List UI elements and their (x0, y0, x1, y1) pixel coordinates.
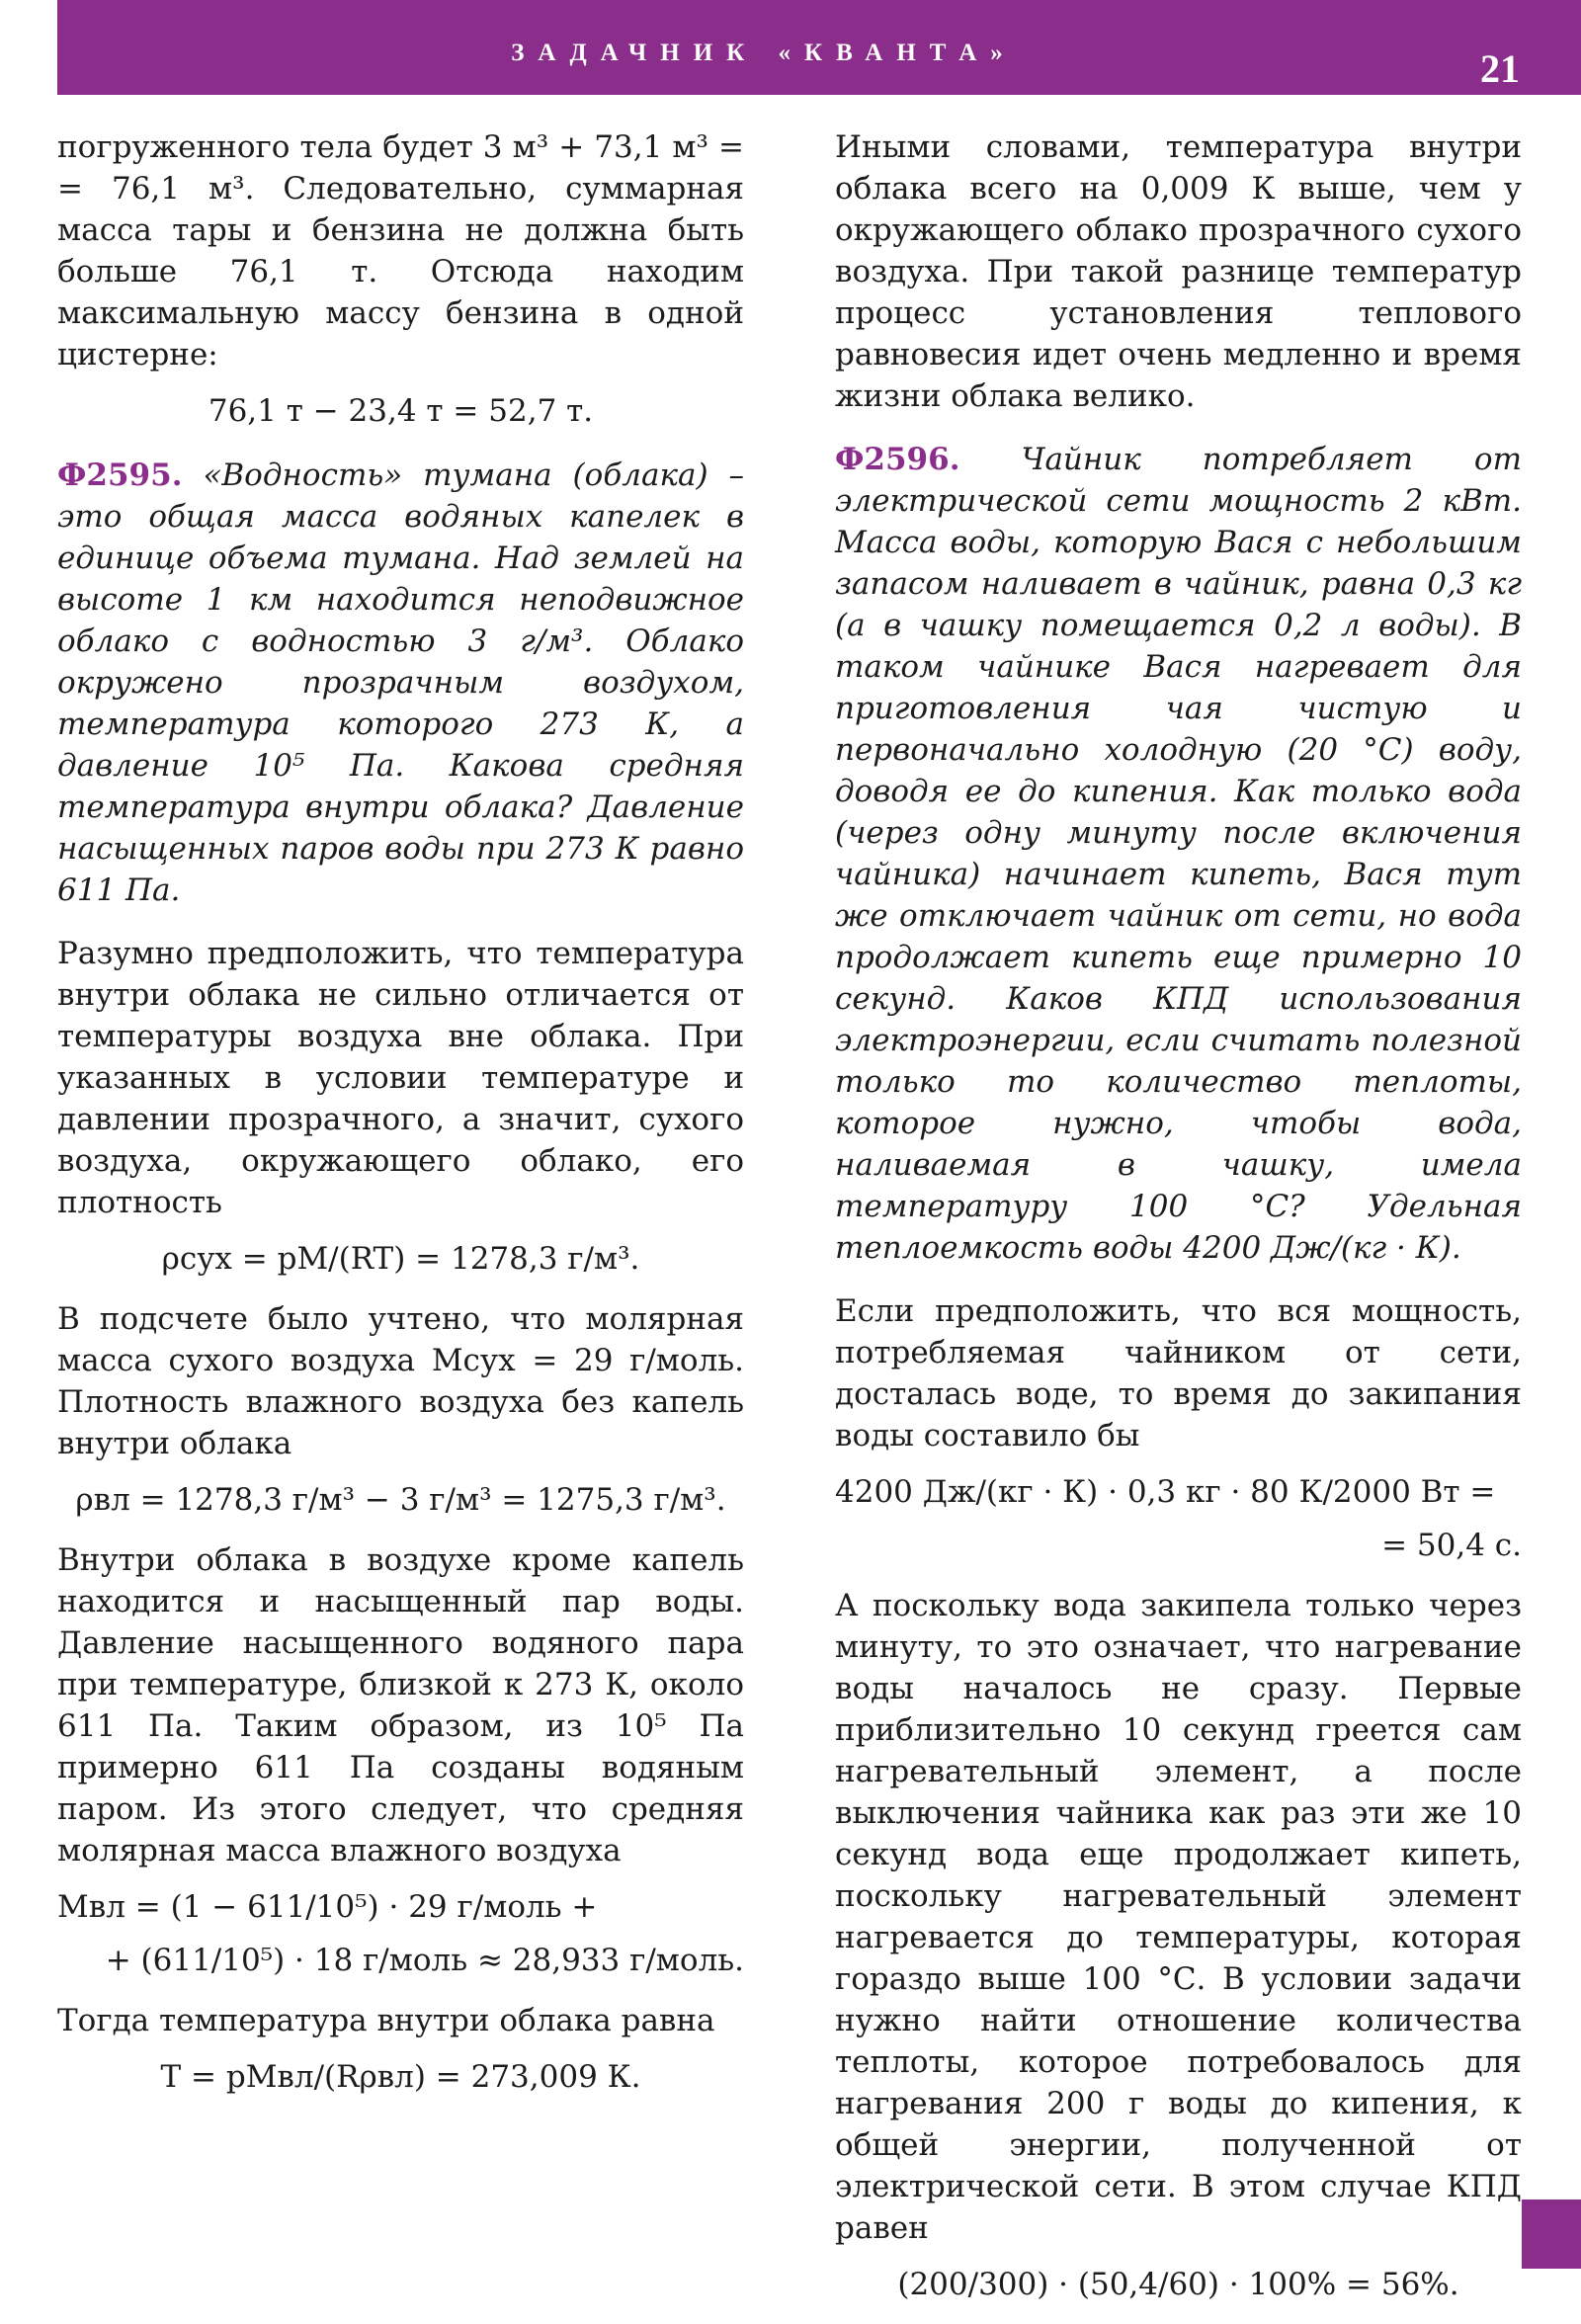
formula-wet-density: ρвл = 1278,3 г/м³ − 3 г/м³ = 1275,3 г/м³. (75, 1482, 726, 1518)
solution-paragraph: Разумно предположить, что температура внутри облака не сильно отличается от температуры воздуха вне облака. При указанных в условии температуре и давлении прозрачного, а значит, сухого воздуха, окружающего облако, его плотность (57, 936, 744, 1220)
formula-mass-difference: 76,1 т − 23,4 т = 52,7 т. (208, 393, 594, 429)
page-header (57, 0, 1581, 95)
solution-paragraph: Внутри облака в воздухе кроме капель находится и насыщенный пар воды. Давление насыщенного водяного пара при температуре, близкой к 273 К, около 611 Па. Таким образом, из 10⁵ Па примерно 611 Па созданы водяным паром. Из этого следует, что средняя молярная масса влажного воздуха (57, 1542, 744, 1868)
solution-paragraph: Иными словами, температура внутри облака всего на 0,009 К выше, чем у окружающего облако прозрачного сухого воздуха. При такой разнице температур процесс установления теплового равновесия идет очень медленно и время жизни облака велико. (835, 129, 1522, 414)
right-column (835, 126, 1522, 2324)
journal-section-title: ЗАДАЧНИК «КВАНТА» (511, 40, 1017, 66)
formula-efficiency: (200/300) · (50,4/60) · 100% = 56%. (897, 2267, 1459, 2302)
problem-f2596 (835, 439, 1522, 1269)
formula-dry-density: ρсух = pM/(RT) = 1278,3 г/м³. (161, 1241, 640, 1277)
problem-text: «Водность» тумана (облака) – это общая масса водяных капелек в единице объема тумана. Над землей на высоте 1 км находится неподвижное облако с водностью 3 г/м³. Облако окружено прозрачным воздухом, температура которого 273 К, а давление 10⁵ Па. Какова средняя температура внутри облака? Давление насыщенных паров воды при 273 К равно 611 Па. (57, 457, 744, 908)
left-column (57, 126, 744, 2116)
formula-time-line1: 4200 Дж/(кг · К) · 0,3 кг · 80 К/2000 Вт = (835, 1474, 1496, 1510)
problem-id: Ф2595. (57, 457, 183, 493)
formula-molar-mass-line1: Mвл = (1 − 611/10⁵) · 29 г/моль + (57, 1889, 598, 1925)
solution-paragraph: Если предположить, что вся мощность, потребляемая чайником от сети, досталась воде, то время до закипания воды составило бы (835, 1293, 1522, 1453)
problem-text: Чайник потребляет от электрической сети мощность 2 кВт. Масса воды, которую Вася с небольшим запасом наливает в чайник, равна 0,3 кг (а в чашку помещается 0,2 л воды). В таком чайнике Вася нагревает для приготовления чая чистую и первоначально холодную (20 °С) воду, доводя ее до кипения. Как только вода (через одну минуту после включения чайника) начинает кипеть, Вася тут же отключает чайник от сети, но вода продолжает кипеть еще примерно 10 секунд. Каков КПД использования электроэнергии, если считать полезной только то количество теплоты, которое нужно, чтобы вода, наливаемая в чашку, имела температуру 100 °С? Удельная теплоемкость воды 4200 Дж/(кг · К). (835, 442, 1522, 1266)
problem-f2595 (57, 455, 744, 911)
solution-paragraph: А поскольку вода закипела только через минуту, то это означает, что нагревание воды началось не сразу. Первые приблизительно 10 секунд греется сам нагревательный элемент, а после выключения чайника как раз эти же 10 секунд вода еще продолжает кипеть, поскольку нагревательный элемент нагревается до температуры, которая гораздо выше 100 °С. В условии задачи нужно найти отношение количества теплоты, которое потребовалось для нагревания 200 г воды до кипения, к общей энергии, полученной от электрической сети. В этом случае КПД равен (835, 1588, 1522, 2246)
formula-temperature: T = pMвл/(Rρвл) = 273,009 К. (160, 2059, 641, 2095)
intro-paragraph: погруженного тела будет 3 м³ + 73,1 м³ = = 76,1 м³. Следовательно, суммарная масса тары и бензина не должна быть больше 76,1 т. Отсюда находим максимальную массу бензина в одной цистерне: (57, 129, 744, 373)
solution-paragraph: Тогда температура внутри облака равна (57, 2003, 715, 2038)
formula-time-line2: = 50,4 с. (1381, 1528, 1522, 1563)
page-number: 21 (1480, 46, 1520, 91)
formula-molar-mass-line2: + (611/10⁵) · 18 г/моль ≈ 28,933 г/моль. (105, 1943, 744, 1978)
corner-decoration (1522, 2200, 1581, 2269)
solution-paragraph: В подсчете было учтено, что молярная масса сухого воздуха Mсух = 29 г/моль. Плотность влажного воздуха без капель внутри облака (57, 1301, 744, 1461)
problem-id: Ф2596. (835, 442, 960, 477)
